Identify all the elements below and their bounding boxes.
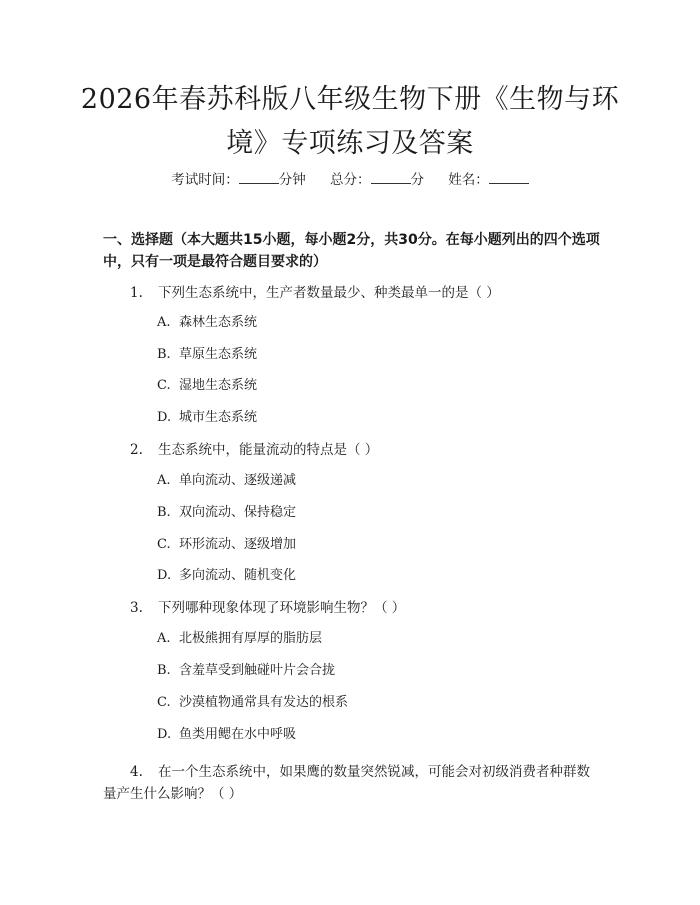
score-blank <box>371 171 411 184</box>
option-letter: A. <box>157 315 171 330</box>
title-line-1: 2026年春苏科版八年级生物下册《生物与环 <box>80 84 620 115</box>
question-4 <box>103 761 603 805</box>
option-text: 多向流动、随机变化 <box>179 568 297 583</box>
option-letter: A. <box>157 631 171 646</box>
question-3 <box>130 597 405 619</box>
option-text: 北极熊拥有厚厚的脂肪层 <box>179 631 323 646</box>
option-b <box>157 661 335 681</box>
option-letter: D. <box>157 568 172 583</box>
name-blank <box>489 171 529 184</box>
question-text: 下列生态系统中，生产者数量最少、种类最单一的是（ ） <box>158 285 500 301</box>
score-field <box>330 172 428 188</box>
option-text: 鱼类用鳃在水中呼吸 <box>179 727 297 742</box>
option-letter: C. <box>157 695 171 710</box>
option-b <box>157 503 296 523</box>
name-field <box>448 172 529 188</box>
option-letter: D. <box>157 410 172 425</box>
time-unit: 分钟 <box>278 172 306 188</box>
option-letter: C. <box>157 378 171 393</box>
option-text: 湿地生态系统 <box>179 378 258 393</box>
exam-meta <box>0 168 700 188</box>
question-number: 4. <box>130 764 143 780</box>
option-d <box>157 408 257 428</box>
question-2 <box>130 439 378 461</box>
name-label: 姓名： <box>448 172 489 188</box>
option-c <box>157 535 296 555</box>
option-c <box>157 693 348 713</box>
question-number: 1. <box>130 285 143 301</box>
option-a <box>157 313 257 333</box>
option-text: 环形流动、逐级增加 <box>179 537 297 552</box>
question-1 <box>130 282 500 304</box>
score-unit: 分 <box>410 172 424 188</box>
option-letter: D. <box>157 727 172 742</box>
option-text: 双向流动、保持稳定 <box>179 505 297 520</box>
document-title <box>60 78 640 166</box>
time-blank <box>239 171 279 184</box>
option-letter: B. <box>157 347 171 362</box>
option-letter: C. <box>157 537 171 552</box>
score-label: 总分： <box>330 172 371 188</box>
option-d <box>157 725 296 745</box>
time-label: 考试时间： <box>171 172 239 188</box>
question-number: 3. <box>130 600 143 616</box>
option-text: 含羞草受到触碰叶片会合拢 <box>179 663 336 678</box>
option-a <box>157 629 322 649</box>
option-text: 草原生态系统 <box>179 347 258 362</box>
option-letter: B. <box>157 505 171 520</box>
option-d <box>157 566 296 586</box>
option-text: 城市生态系统 <box>179 410 258 425</box>
option-text: 单向流动、逐级递减 <box>179 473 297 488</box>
option-letter: B. <box>157 663 171 678</box>
question-number: 2. <box>130 442 143 458</box>
section-heading: 一、选择题（本大题共15小题，每小题2分，共30分。在每小题列出的四个选项中，只有一项是最符合题目要求的） <box>103 232 600 270</box>
option-text: 森林生态系统 <box>179 315 258 330</box>
question-text: 下列哪种现象体现了环境影响生物？（ ） <box>158 600 406 616</box>
option-text: 沙漠植物通常具有发达的根系 <box>179 695 349 710</box>
title-line-2: 境》专项练习及答案 <box>226 128 474 159</box>
option-c <box>157 376 257 396</box>
option-a <box>157 471 296 491</box>
option-letter: A. <box>157 473 171 488</box>
time-field <box>171 172 310 188</box>
option-b <box>157 345 257 365</box>
question-text: 生态系统中，能量流动的特点是（ ） <box>158 442 379 458</box>
question-text: 在一个生态系统中，如果鹰的数量突然锐减，可能会对初级消费者种群数量产生什么影响？（ ） <box>103 764 590 802</box>
